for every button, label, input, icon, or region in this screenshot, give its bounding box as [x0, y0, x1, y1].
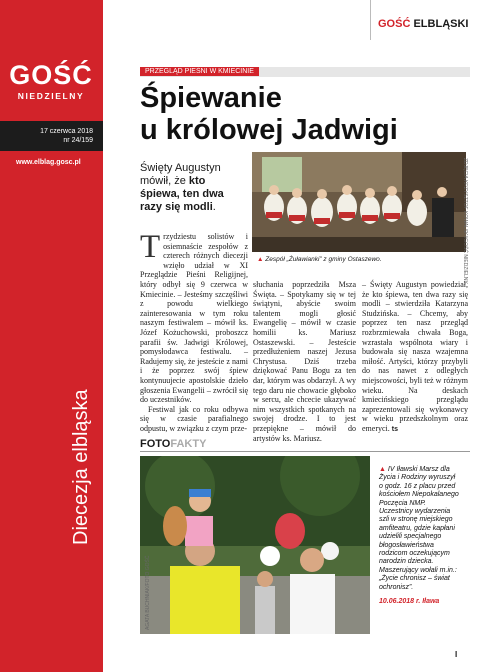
header-brand [378, 18, 468, 30]
topic-bar [140, 67, 470, 77]
choir-photo [252, 152, 466, 252]
logo-main: GOŚĆ [9, 60, 93, 90]
column-1-text: rzydziestu solistów i osiemnaście zespołów z czterech różnych diecezji wzięło udział w XI Przeglądzie Pieśni Religijnej, który odbył się 9 czerwca w Kmiecinie. – Jesteśmy szczęśliwi z powodu wielkiego zainteresowania w tym roku naszym festiwalem – mówił ks. Józef Kożuchowski, proboszcz parafii św. Jadwigi Królowej, pomysłodawca festiwalu. – Radujemy się, że jesteście z nami i że poprzez swój śpiew kontynuujecie apostolskie dzieło głoszenia Ewangelii – zwrócił się do uczestników. [140, 232, 248, 405]
left-sidebar [0, 0, 103, 672]
article-column-3 [362, 280, 468, 435]
lead-bold: kto śpiewa, ten dwa razy się modli [140, 175, 224, 213]
fotofakty-description: IV Iławski Marsz dla Życia i Rodziny wyruszył o godz. 16 z placu przed kościołem Niepokalanego Poczęcia NMP. Uczestnicy wydarzenia szli w stronę miejskiego amfiteatru, gdzie kapłani udzielili specjalnego błogosławieństwa rodzicom oczekującym narodzin dziecka. Maszerujący wołali m.in.: „Życie chronisz – świat ochronisz”. [379, 466, 459, 591]
column-3-text: – Święty Augustyn powiedział, że kto śpiewa, ten dwa razy się modli – stwierdziła Katarzyna Studzińska. – Chcemy, aby poprzez ten nasz przegląd rozbrzmiewała chwała Boga, wzrastała wspólnota wiary i budowała się nasza wzajemna miłość. Artyści, którzy przybyli do nas nawet z odległych miejscowości, byli też w różnym wieku. Na deskach kmiecińskiego przeglądu zaprezentowali się wykonawcy w wieku przedszkolnym oraz emeryci. [362, 280, 468, 433]
march-photo-credit: AGATA BUCHNIAK/FOTO GOŚĆ [145, 555, 151, 630]
caption-triangle-icon: ▲ [257, 256, 264, 263]
topic-tag: PRZEGLĄD PIEŚNI W KMIECINIE [140, 67, 259, 76]
title-line-2: u królowej Jadwigi [140, 114, 398, 146]
logo-sub: NIEDZIELNY [17, 91, 85, 101]
fotofakty-label-2: FAKTY [170, 438, 207, 450]
lead-end: . [212, 201, 216, 213]
fotofakty-date-place: 10.06.2018 r. Iława [379, 598, 440, 606]
march-photo [140, 456, 370, 634]
issue-info [0, 121, 103, 151]
website-url[interactable]: www.elblag.gosc.pl [16, 159, 81, 166]
column-1-paragraph-2: Festiwal jak co roku odbywa się w czasie parafialnego odpustu, w związku z czym prze- [140, 404, 248, 433]
author-initials: ts [391, 425, 398, 433]
issue-number: nr 24/159 [63, 137, 93, 144]
article-lead [140, 162, 248, 214]
section-label-vertical: Diecezja elbląska [70, 389, 92, 545]
title-line-1: Śpiewanie [140, 82, 282, 114]
photo-caption [257, 256, 382, 263]
fotofakty-label-1: FOTO [140, 438, 171, 450]
drop-cap: T [140, 229, 161, 265]
caption-text: Zespół „Żuławianki” z gminy Ostaszewo. [265, 256, 382, 263]
article-column-2: słuchania poprzedziła Msza Święta. – Spotykamy się w tej świątyni, abyście swoim talentem mogli głosić Ewangelię – mówił w czasie homilii ks. Mariusz Ostaszewski. – Jesteście przedłużeniem naszej Jezusa Chrystusa. Dziś trzeba dziękować Panu Bogu za ten dar, którym was obdarzył. A wy tego daru nie chowacie głęboko w sercu, ale chcecie ukazywać nim wszystkich spotkanych na swojej drodze. I to jest przepiękne – mówił do artystów ks. Mariusz. [253, 280, 356, 443]
issue-date: 17 czerwca 2018 [40, 128, 93, 135]
article-title [140, 82, 470, 146]
magazine-logo [5, 62, 97, 101]
fotofakty-divider [140, 451, 470, 452]
brand-gosc: GOŚĆ [378, 18, 411, 30]
brand-divider [370, 0, 371, 40]
photo-credit: ZDJĘCIA KRZYSZTOF KOWALSKI/GOŚĆ NIEDZIELNY [462, 158, 468, 284]
page-number: I [455, 650, 458, 659]
fotofakty-text [379, 466, 461, 607]
article-column-1 [140, 229, 248, 433]
lead-text: Święty Augustyn mówił, że [140, 162, 221, 187]
brand-region: ELBLĄSKI [413, 18, 469, 30]
fotofakty-header [140, 438, 206, 450]
text-triangle-icon: ▲ [379, 466, 386, 473]
